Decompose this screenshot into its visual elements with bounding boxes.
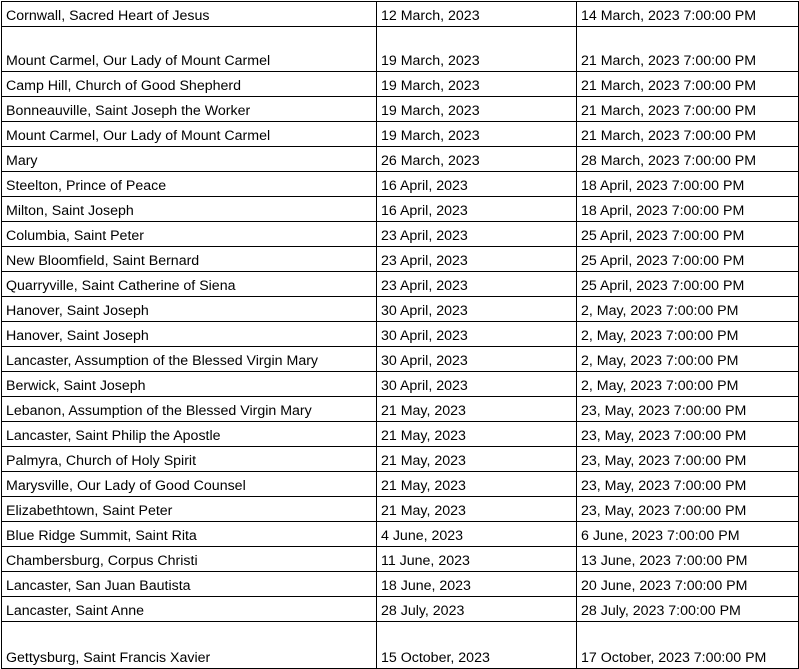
table-row bbox=[2, 222, 799, 247]
datetime-cell: 25 April, 2023 7:00:00 PM bbox=[577, 222, 799, 247]
datetime-cell: 2, May, 2023 7:00:00 PM bbox=[577, 297, 799, 322]
table-row bbox=[2, 72, 799, 97]
datetime-cell: 20 June, 2023 7:00:00 PM bbox=[577, 572, 799, 597]
datetime-cell: 23, May, 2023 7:00:00 PM bbox=[577, 447, 799, 472]
date-cell: 23 April, 2023 bbox=[377, 247, 577, 272]
date-cell: 21 May, 2023 bbox=[377, 447, 577, 472]
datetime-cell: 2, May, 2023 7:00:00 PM bbox=[577, 347, 799, 372]
parish-cell: Berwick, Saint Joseph bbox=[2, 372, 377, 397]
schedule-table-body bbox=[2, 2, 799, 669]
date-cell: 19 March, 2023 bbox=[377, 97, 577, 122]
parish-cell: New Bloomfield, Saint Bernard bbox=[2, 247, 377, 272]
date-cell: 16 April, 2023 bbox=[377, 172, 577, 197]
datetime-cell: 21 March, 2023 7:00:00 PM bbox=[577, 72, 799, 97]
datetime-cell: 25 April, 2023 7:00:00 PM bbox=[577, 272, 799, 297]
date-cell: 11 June, 2023 bbox=[377, 547, 577, 572]
parish-cell: Cornwall, Sacred Heart of Jesus bbox=[2, 2, 377, 27]
parish-cell: Gettysburg, Saint Francis Xavier bbox=[2, 622, 377, 669]
parish-cell: Milton, Saint Joseph bbox=[2, 197, 377, 222]
parish-cell: Lancaster, Saint Philip the Apostle bbox=[2, 422, 377, 447]
table-row bbox=[2, 472, 799, 497]
datetime-cell: 25 April, 2023 7:00:00 PM bbox=[577, 247, 799, 272]
table-row bbox=[2, 272, 799, 297]
date-cell: 19 March, 2023 bbox=[377, 27, 577, 72]
date-cell: 15 October, 2023 bbox=[377, 622, 577, 669]
table-row bbox=[2, 322, 799, 347]
table-row bbox=[2, 397, 799, 422]
table-row bbox=[2, 547, 799, 572]
table-row bbox=[2, 522, 799, 547]
datetime-cell: 23, May, 2023 7:00:00 PM bbox=[577, 497, 799, 522]
table-row bbox=[2, 372, 799, 397]
datetime-cell: 28 March, 2023 7:00:00 PM bbox=[577, 147, 799, 172]
date-cell: 30 April, 2023 bbox=[377, 322, 577, 347]
date-cell: 16 April, 2023 bbox=[377, 197, 577, 222]
parish-cell: Marysville, Our Lady of Good Counsel bbox=[2, 472, 377, 497]
parish-cell: Bonneauville, Saint Joseph the Worker bbox=[2, 97, 377, 122]
datetime-cell: 23, May, 2023 7:00:00 PM bbox=[577, 422, 799, 447]
date-cell: 21 May, 2023 bbox=[377, 472, 577, 497]
table-row bbox=[2, 572, 799, 597]
datetime-cell: 21 March, 2023 7:00:00 PM bbox=[577, 27, 799, 72]
parish-cell: Lancaster, Saint Anne bbox=[2, 597, 377, 622]
date-cell: 19 March, 2023 bbox=[377, 72, 577, 97]
parish-cell: Hanover, Saint Joseph bbox=[2, 297, 377, 322]
table-row bbox=[2, 497, 799, 522]
date-cell: 19 March, 2023 bbox=[377, 122, 577, 147]
table-row bbox=[2, 172, 799, 197]
parish-cell: Mary bbox=[2, 147, 377, 172]
parish-cell: Mount Carmel, Our Lady of Mount Carmel bbox=[2, 122, 377, 147]
date-cell: 26 March, 2023 bbox=[377, 147, 577, 172]
parish-cell: Camp Hill, Church of Good Shepherd bbox=[2, 72, 377, 97]
table-row bbox=[2, 147, 799, 172]
date-cell: 21 May, 2023 bbox=[377, 422, 577, 447]
date-cell: 21 May, 2023 bbox=[377, 497, 577, 522]
datetime-cell: 28 July, 2023 7:00:00 PM bbox=[577, 597, 799, 622]
date-cell: 12 March, 2023 bbox=[377, 2, 577, 27]
datetime-cell: 18 April, 2023 7:00:00 PM bbox=[577, 172, 799, 197]
parish-cell: Hanover, Saint Joseph bbox=[2, 322, 377, 347]
table-row bbox=[2, 347, 799, 372]
datetime-cell: 21 March, 2023 7:00:00 PM bbox=[577, 97, 799, 122]
table-row bbox=[2, 597, 799, 622]
parish-cell: Mount Carmel, Our Lady of Mount Carmel bbox=[2, 27, 377, 72]
date-cell: 30 April, 2023 bbox=[377, 347, 577, 372]
parish-cell: Elizabethtown, Saint Peter bbox=[2, 497, 377, 522]
parish-cell: Lancaster, Assumption of the Blessed Virgin Mary bbox=[2, 347, 377, 372]
datetime-cell: 21 March, 2023 7:00:00 PM bbox=[577, 122, 799, 147]
parish-cell: Chambersburg, Corpus Christi bbox=[2, 547, 377, 572]
table-row bbox=[2, 197, 799, 222]
date-cell: 30 April, 2023 bbox=[377, 297, 577, 322]
datetime-cell: 6 June, 2023 7:00:00 PM bbox=[577, 522, 799, 547]
datetime-cell: 18 April, 2023 7:00:00 PM bbox=[577, 197, 799, 222]
datetime-cell: 2, May, 2023 7:00:00 PM bbox=[577, 322, 799, 347]
table-row bbox=[2, 2, 799, 27]
parish-cell: Blue Ridge Summit, Saint Rita bbox=[2, 522, 377, 547]
table-row bbox=[2, 297, 799, 322]
table-row bbox=[2, 422, 799, 447]
datetime-cell: 23, May, 2023 7:00:00 PM bbox=[577, 472, 799, 497]
datetime-cell: 14 March, 2023 7:00:00 PM bbox=[577, 2, 799, 27]
datetime-cell: 13 June, 2023 7:00:00 PM bbox=[577, 547, 799, 572]
parish-cell: Steelton, Prince of Peace bbox=[2, 172, 377, 197]
date-cell: 4 June, 2023 bbox=[377, 522, 577, 547]
date-cell: 18 June, 2023 bbox=[377, 572, 577, 597]
date-cell: 23 April, 2023 bbox=[377, 222, 577, 247]
date-cell: 23 April, 2023 bbox=[377, 272, 577, 297]
parish-cell: Lebanon, Assumption of the Blessed Virgin Mary bbox=[2, 397, 377, 422]
date-cell: 30 April, 2023 bbox=[377, 372, 577, 397]
table-row bbox=[2, 247, 799, 272]
date-cell: 21 May, 2023 bbox=[377, 397, 577, 422]
date-cell: 28 July, 2023 bbox=[377, 597, 577, 622]
parish-cell: Lancaster, San Juan Bautista bbox=[2, 572, 377, 597]
datetime-cell: 17 October, 2023 7:00:00 PM bbox=[577, 622, 799, 669]
parish-cell: Columbia, Saint Peter bbox=[2, 222, 377, 247]
datetime-cell: 23, May, 2023 7:00:00 PM bbox=[577, 397, 799, 422]
parish-cell: Quarryville, Saint Catherine of Siena bbox=[2, 272, 377, 297]
datetime-cell: 2, May, 2023 7:00:00 PM bbox=[577, 372, 799, 397]
schedule-table bbox=[1, 1, 799, 669]
table-row bbox=[2, 27, 799, 72]
parish-cell: Palmyra, Church of Holy Spirit bbox=[2, 447, 377, 472]
table-row bbox=[2, 447, 799, 472]
table-row bbox=[2, 622, 799, 669]
table-row bbox=[2, 122, 799, 147]
table-row bbox=[2, 97, 799, 122]
